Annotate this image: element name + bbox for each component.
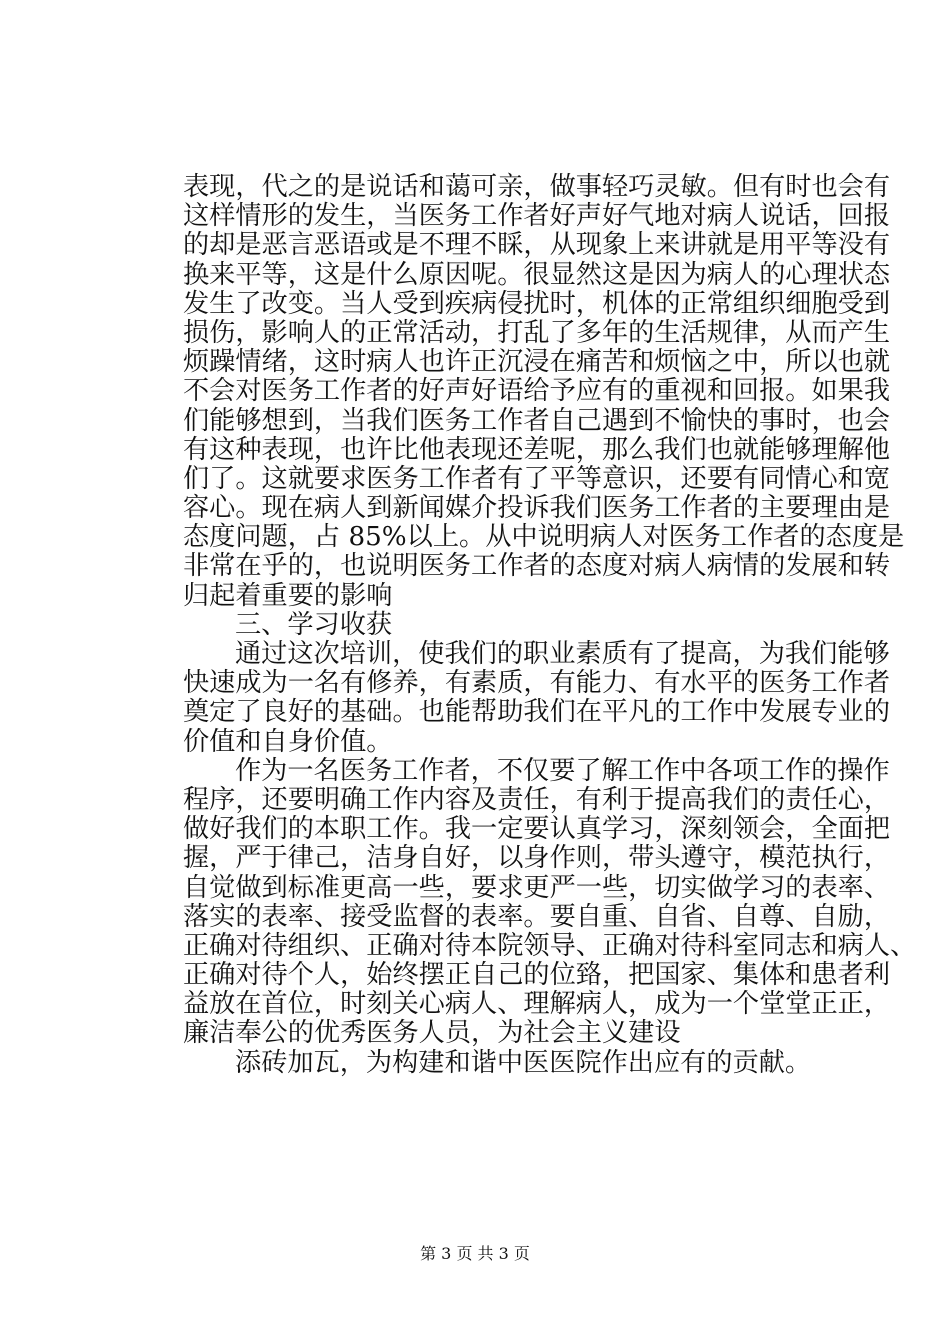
text-line: 握，严于律己，洁身自好，以身作则，带头遵守，模范执行， bbox=[183, 843, 891, 874]
text-line: 落实的表率、接受监督的表率。要自重、自省、自尊、自励， bbox=[183, 901, 891, 932]
text-line: 廉洁奉公的优秀医务人员，为社会主义建设 bbox=[183, 1018, 681, 1049]
text-line: 非常在乎的，也说明医务工作者的态度对病人病情的发展和转 bbox=[183, 551, 891, 582]
text-line: 发生了改变。当人受到疾病侵扰时，机体的正常组织细胞受到 bbox=[183, 288, 891, 319]
text-line: 通过这次培训，使我们的职业素质有了提高，为我们能够 bbox=[235, 639, 890, 669]
text-line: 这样情形的发生，当医务工作者好声好气地对病人说话，回报 bbox=[183, 201, 891, 232]
text-line: 归起着重要的影响 bbox=[183, 580, 393, 611]
text-line: 自觉做到标准更高一些，要求更严一些，切实做学习的表率、 bbox=[183, 872, 891, 903]
text-line: 表现，代之的是说话和蔼可亲，做事轻巧灵敏。但有时也会有 bbox=[183, 172, 891, 202]
text-line: 的却是恶言恶语或是不理不睬，从现象上来讲就是用平等没有 bbox=[183, 230, 891, 261]
document-body bbox=[183, 172, 917, 1078]
text-line: 有这种表现，也许比他表现还差呢，那么我们也就能够理解他 bbox=[183, 434, 891, 465]
text-line: 们能够想到，当我们医务工作者自己遇到不愉快的事时，也会 bbox=[183, 405, 891, 436]
text-line: 快速成为一名有修养，有素质，有能力、有水平的医务工作者 bbox=[183, 668, 891, 699]
text-line: 作为一名医务工作者，不仅要了解工作中各项工作的操作 bbox=[235, 755, 890, 786]
text-line: 价值和自身价值。 bbox=[183, 726, 393, 757]
page-footer: 第 3 页 共 3 页 bbox=[420, 1244, 530, 1263]
text-line: 容心。现在病人到新闻媒介投诉我们医务工作者的主要理由是 bbox=[183, 493, 891, 524]
text-line: 换来平等，这是什么原因呢。很显然这是因为病人的心理状态 bbox=[183, 259, 891, 290]
text-line: 做好我们的本职工作。我一定要认真学习，深刻领会，全面把 bbox=[183, 814, 891, 845]
text-line: 益放在首位，时刻关心病人、理解病人，成为一个堂堂正正， bbox=[183, 989, 891, 1020]
text-line: 不会对医务工作者的好声好语给予应有的重视和回报。如果我 bbox=[183, 376, 891, 407]
text-line: 烦躁情绪，这时病人也许正沉浸在痛苦和烦恼之中，所以也就 bbox=[183, 347, 891, 378]
text-line: 奠定了良好的基础。也能帮助我们在平凡的工作中发展专业的 bbox=[183, 697, 891, 728]
text-line: 正确对待组织、正确对待本院领导、正确对待科室同志和病人、 bbox=[183, 930, 917, 961]
text-line: 损伤，影响人的正常活动，打乱了多年的生活规律，从而产生 bbox=[183, 317, 891, 348]
text-line: 添砖加瓦，为构建和谐中医医院作出应有的贡献。 bbox=[235, 1047, 812, 1078]
text-line: 三、学习收获 bbox=[235, 609, 393, 640]
text-line: 态度问题，占 85%以上。从中说明病人对医务工作者的态度是 bbox=[183, 522, 905, 553]
text-line: 们了。这就要求医务工作者有了平等意识，还要有同情心和宽 bbox=[183, 463, 891, 494]
text-line: 程序，还要明确工作内容及责任，有利于提高我们的责任心， bbox=[183, 784, 891, 815]
text-line: 正确对待个人，始终摆正自己的位臵，把国家、集体和患者利 bbox=[183, 960, 891, 991]
